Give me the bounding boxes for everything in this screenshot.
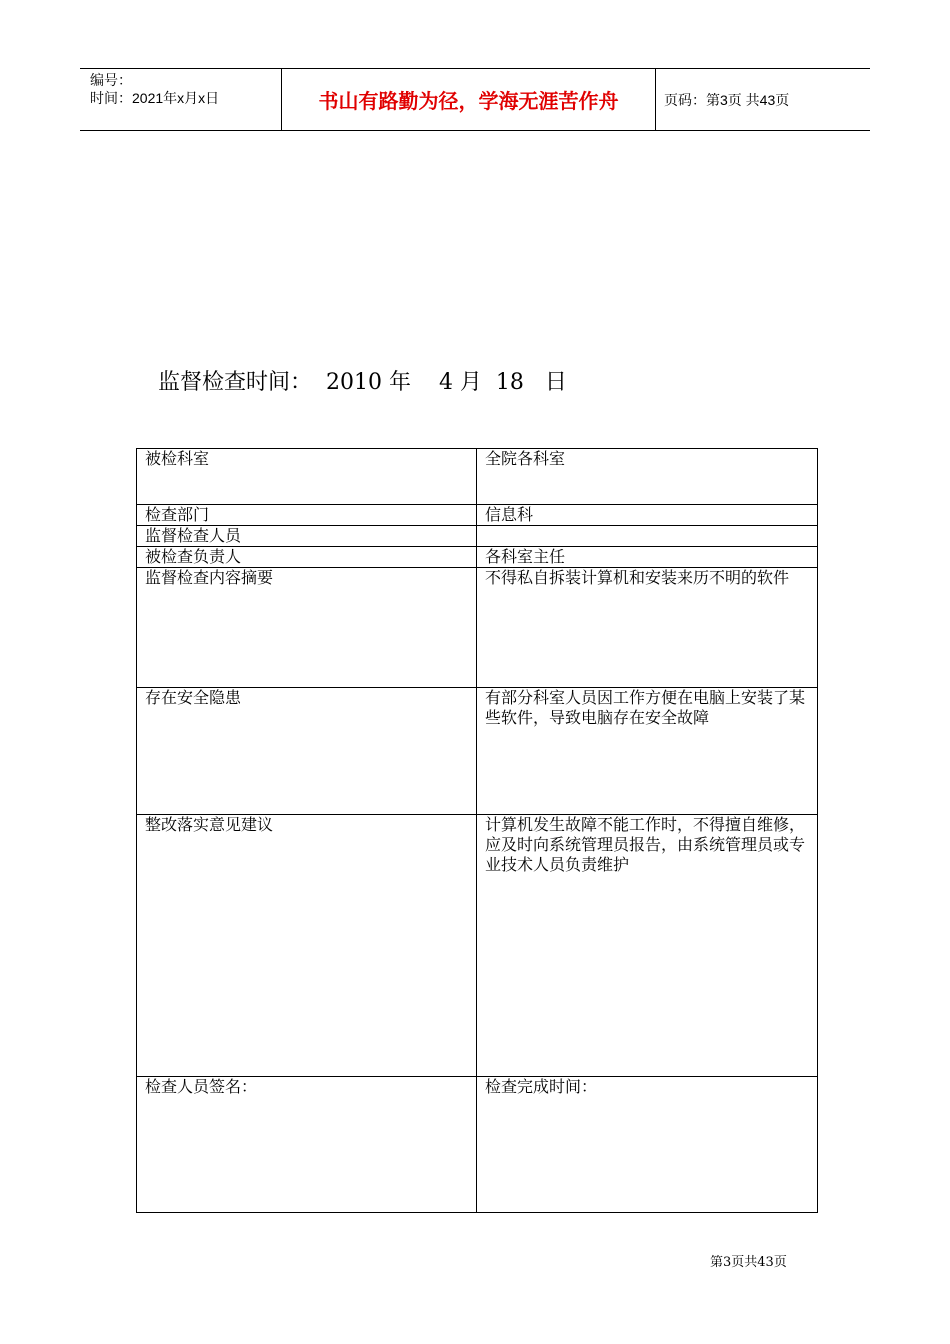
code-label: 编号： [90,72,132,88]
time-label: 时间：2021年x月x日 [90,90,220,106]
table-row [137,449,818,505]
table-row [137,688,818,815]
row-value: 全院各科室 [477,449,818,505]
row-value: 计算机发生故障不能工作时，不得擅自维修，应及时向系统管理员报告，由系统管理员或专业技术人员负责维护 [477,815,818,1077]
row-label: 存在安全隐患 [137,688,477,815]
row-label: 监督检查人员 [137,526,477,547]
row-value: 信息科 [477,505,818,526]
header-meta [80,69,282,130]
row-value [477,526,818,547]
table-row [137,568,818,688]
page-footer: 第3页共43页 [710,1255,787,1270]
row-label: 监督检查内容摘要 [137,568,477,688]
row-label: 整改落实意见建议 [137,815,477,1077]
row-label: 检查部门 [137,505,477,526]
inspection-form [136,448,818,1213]
table-row [137,547,818,568]
table-row [137,526,818,547]
document-header [80,68,870,131]
header-page-number: 页码：第3页 共43页 [664,91,790,108]
completion-time-field: 检查完成时间： [477,1077,818,1213]
row-value: 有部分科室人员因工作方便在电脑上安装了某些软件，导致电脑存在安全故障 [477,688,818,815]
inspection-date: 监督检查时间： 2010 年 4 月 18 日 [158,370,567,395]
row-label: 被检科室 [137,449,477,505]
header-motto: 书山有路勤为径，学海无涯苦作舟 [282,69,656,130]
table-row [137,505,818,526]
row-value: 不得私自拆装计算机和安装来历不明的软件 [477,568,818,688]
table-row [137,815,818,1077]
row-value: 各科室主任 [477,547,818,568]
signature-field: 检查人员签名： [137,1077,477,1213]
table-row [137,1077,818,1213]
row-label: 被检查负责人 [137,547,477,568]
